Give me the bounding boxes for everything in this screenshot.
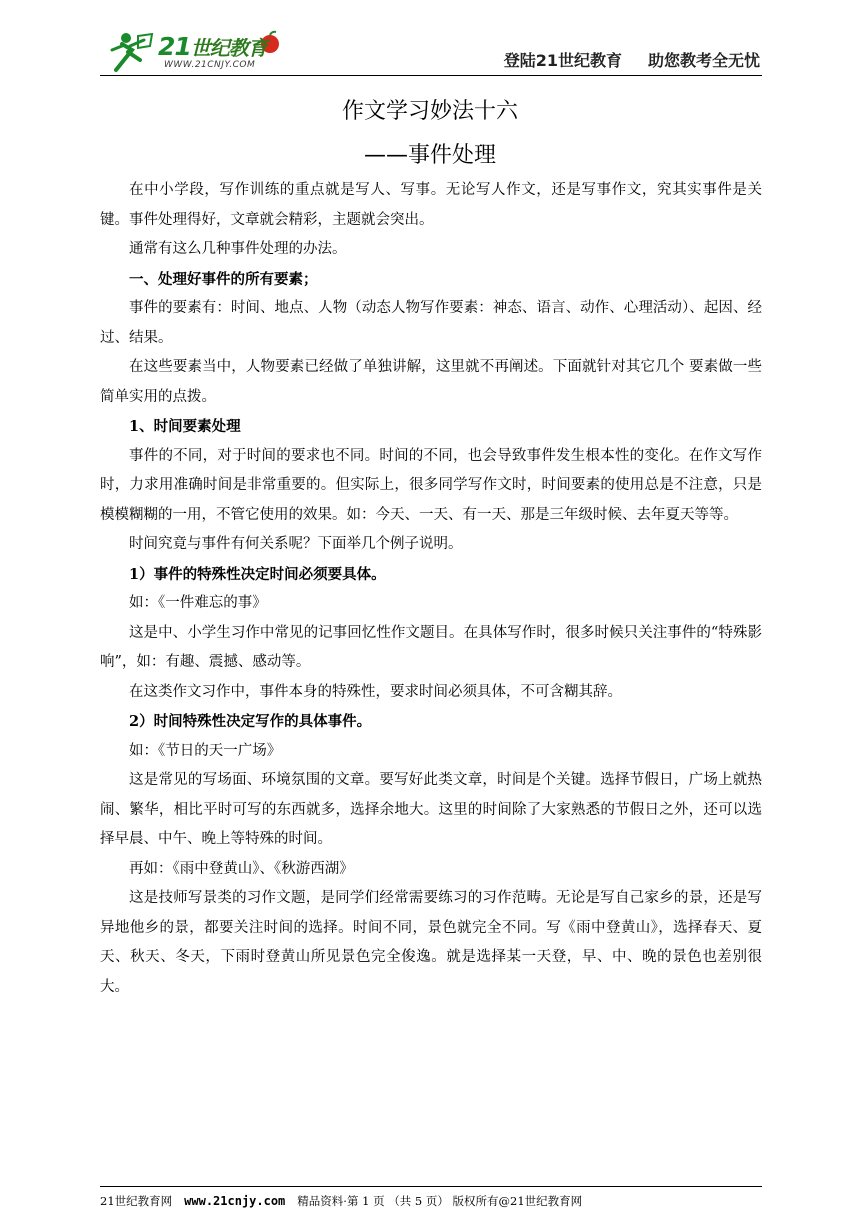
body-paragraph: 这是中、小学生习作中常见的记事回忆性作文题目。在具体写作时，很多时候只关注事件的“特殊影响”，如：有趣、震撼、感动等。 [100, 624, 762, 670]
header-divider [100, 75, 762, 76]
page-footer [100, 1186, 762, 1213]
body-paragraph: 在这类作文习作中，事件本身的特殊性，要求时间必须具体，不可含糊其辞。 [129, 683, 622, 700]
body-paragraph: 通常有这么几种事件处理的办法。 [129, 241, 347, 257]
document-title: 作文学习妙法十六 [341, 99, 518, 124]
section-heading: 1）事件的特殊性决定时间必须要具体。 [129, 565, 386, 583]
logo-url: WWW.21CNJY.COM [164, 60, 256, 70]
body-paragraph: 再如：《雨中登黄山》、《秋游西湖》 [129, 860, 354, 877]
footer-page-info: 精品资料·第 1 页 （共 5 页） 版权所有@21世纪教育网 [297, 1194, 583, 1208]
section-heading: 2）时间特殊性决定写作的具体事件。 [129, 713, 372, 730]
body-paragraph: 事件的要素有：时间、地点、人物（动态人物写作要素：神态、语言、动作、心理活动）、起因、经过、结果。 [100, 300, 762, 346]
tagline-left: 登陆21世纪教育 [503, 51, 622, 70]
body-paragraph: 时间究竟与事件有何关系呢？下面举几个例子说明。 [129, 536, 463, 552]
body-paragraph: 事件的不同，对于时间的要求也不同。时间的不同，也会导致事件发生根本性的变化。在作文写作时，力求用准确时间是非常重要的。但实际上，很多同学写作文时，时间要素的使用总是不注意，只是模模糊糊的一用，不管它使用的效果。如：今天、一天、有一天、那是三年级时候、去年夏天等等。 [100, 447, 762, 523]
page-header [100, 26, 762, 74]
section-heading: 1、时间要素处理 [129, 418, 241, 435]
tagline-right: 助您教考全无忧 [647, 51, 760, 70]
document-subtitle: ——事件处理 [363, 143, 496, 168]
document-body [100, 176, 762, 1002]
footer-site-name: 21世纪教育网 [100, 1194, 173, 1208]
body-paragraph: 如：《节日的天一广场》 [129, 742, 282, 759]
body-paragraph: 这是技师写景类的习作文题，是同学们经常需要练习的习作范畴。无论是写自己家乡的景，还是写异地他乡的景，都要关注时间的选择。时间不同，景色就完全不同。写《雨中登黄山》，选择春天、夏天、秋天、冬天，下雨时登黄山所见景色完全俊逸。就是选择某一天登，早、中、晚的景色也差别很大。 [100, 890, 762, 995]
header-tagline [504, 48, 760, 71]
logo-number: 21 [158, 32, 191, 61]
body-paragraph: 在中小学段，写作训练的重点就是写人、写事。无论写人作文，还是写事作文，究其实事件是关键。事件处理得好，文章就会精彩，主题就会突出。 [100, 182, 762, 228]
section-heading: 一、处理好事件的所有要素； [129, 270, 318, 288]
body-paragraph: 在这些要素当中，人物要素已经做了单独讲解，这里就不再阐述。下面就针对其它几个 要素做一些简单实用的点拨。 [100, 359, 762, 405]
logo [108, 30, 288, 74]
logo-chinese: 世纪教育 [190, 36, 267, 60]
logo-wordmark [158, 32, 267, 61]
body-paragraph: 这是常见的写场面、环境氛围的文章。要写好此类文章，时间是个关键。选择节假日，广场上就热闹、繁华，相比平时可写的东西就多，选择余地大。这里的时间除了大家熟悉的节假日之外，还可以选择早晨、中午、晚上等特殊的时间。 [100, 772, 762, 847]
body-paragraph: 如：《一件难忘的事》 [129, 595, 267, 611]
footer-url: www.21cnjy.com [184, 1194, 286, 1208]
